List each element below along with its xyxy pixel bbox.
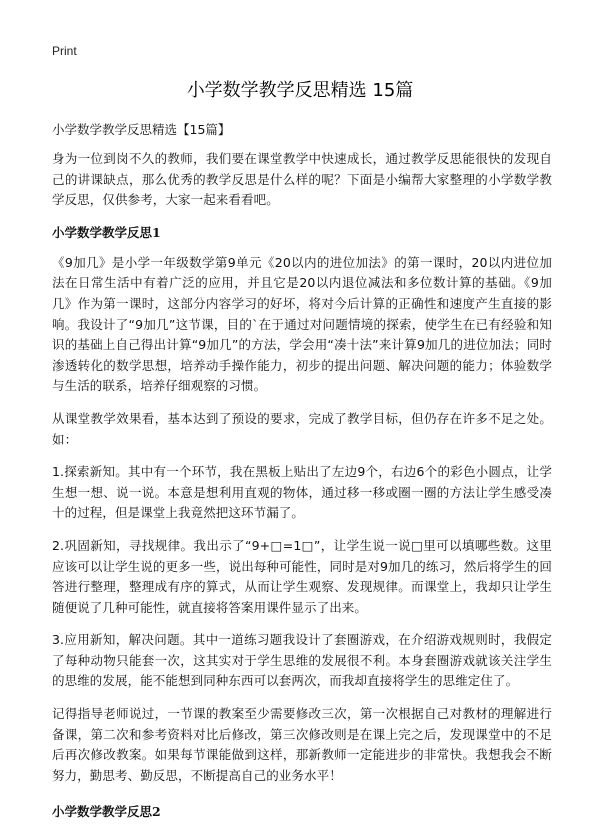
print-label: Print	[52, 44, 77, 58]
document-subtitle: 小学数学教学反思精选【15篇】	[52, 122, 231, 137]
section1-paragraph-1: 《9加几》是小学一年级数学第9单元《20以内的进位加法》的第一课时，20以内进位加法在日常生活中有着广泛的应用，并且它是20以内退位减法和多位数计算的基础。《9加几》作为第一课时，这部分内容学习的好坏，将对今后计算的正确性和速度产生直接的影响。我设计了“9加几”这节课，目的`在于通过对问题情境的探索，使学生在已有经验和知识的基础上自己得出计算“9加几”的方法，学会用“凑十法”来计算9加几的进位加法；同时渗透转化的数学思想，培养动手操作能力，初步的提出问题、解决问题的能力；体验数学与生活的联系，培养仔细观察的习惯。	[52, 254, 552, 394]
section1-paragraph-3: 1.探索新知。其中有一个环节，我在黑板上贴出了左边9个，右边6个的彩色小圆点，让学生想一想、说一说。本意是想利用直观的物体，通过移一移或圈一圈的方法让学生感受凑十的过程，但是课堂上我竟然把这环节漏了。	[52, 464, 552, 521]
section-heading-2: 小学数学教学反思2	[52, 804, 161, 820]
intro-paragraph: 身为一位到岗不久的教师，我们要在课堂教学中快速成长，通过教学反思能很快的发现自己的讲课缺点，那么优秀的教学反思是什么样的呢？下面是小编帮大家整理的小学数学教学反思，仅供参考，大家一起来看看吧。	[52, 151, 552, 208]
section1-paragraph-2: 从课堂教学效果看，基本达到了预设的要求，完成了教学目标，但仍存在许多不足之处。如：	[52, 410, 552, 447]
page-title: 小学数学教学反思精选 15篇	[186, 80, 414, 101]
document-body	[52, 120, 552, 832]
section1-paragraph-5: 3.应用新知，解决问题。其中一道练习题我设计了套圈游戏，在介绍游戏规则时，我假定了每种动物只能套一次，这其实对于学生思维的发展很不利。本身套圈游戏就该关注学生的思维的发展，能不能想到同种东西可以套两次，而我却直接将学生的思维定住了。	[52, 632, 552, 689]
section-heading-1: 小学数学教学反思1	[52, 224, 161, 240]
section1-paragraph-4: 2.巩固新知，寻找规律。我出示了“9+□=1□”，让学生说一说□里可以填哪些数。这里应该可以让学生说的更多一些，说出每种可能性，同时是对9加几的练习，然后将学生的回答进行整理，整理成有序的算式，从而让学生观察、发现规律。而课堂上，我却只让学生随便说了几种可能性，就直接将答案用课件显示了出来。	[52, 537, 552, 615]
section1-paragraph-6: 记得指导老师说过，一节课的教案至少需要修改三次，第一次根据自己对教材的理解进行备课，第二次和参考资料对比后修改，第三次修改则是在课上完之后，发现课堂中的不足后再次修改教案。如果每节课能做到这样，那新教师一定能进步的非常快。我想我会不断努力，勤思考、勤反思，不断提高自己的业务水平！	[52, 706, 552, 783]
